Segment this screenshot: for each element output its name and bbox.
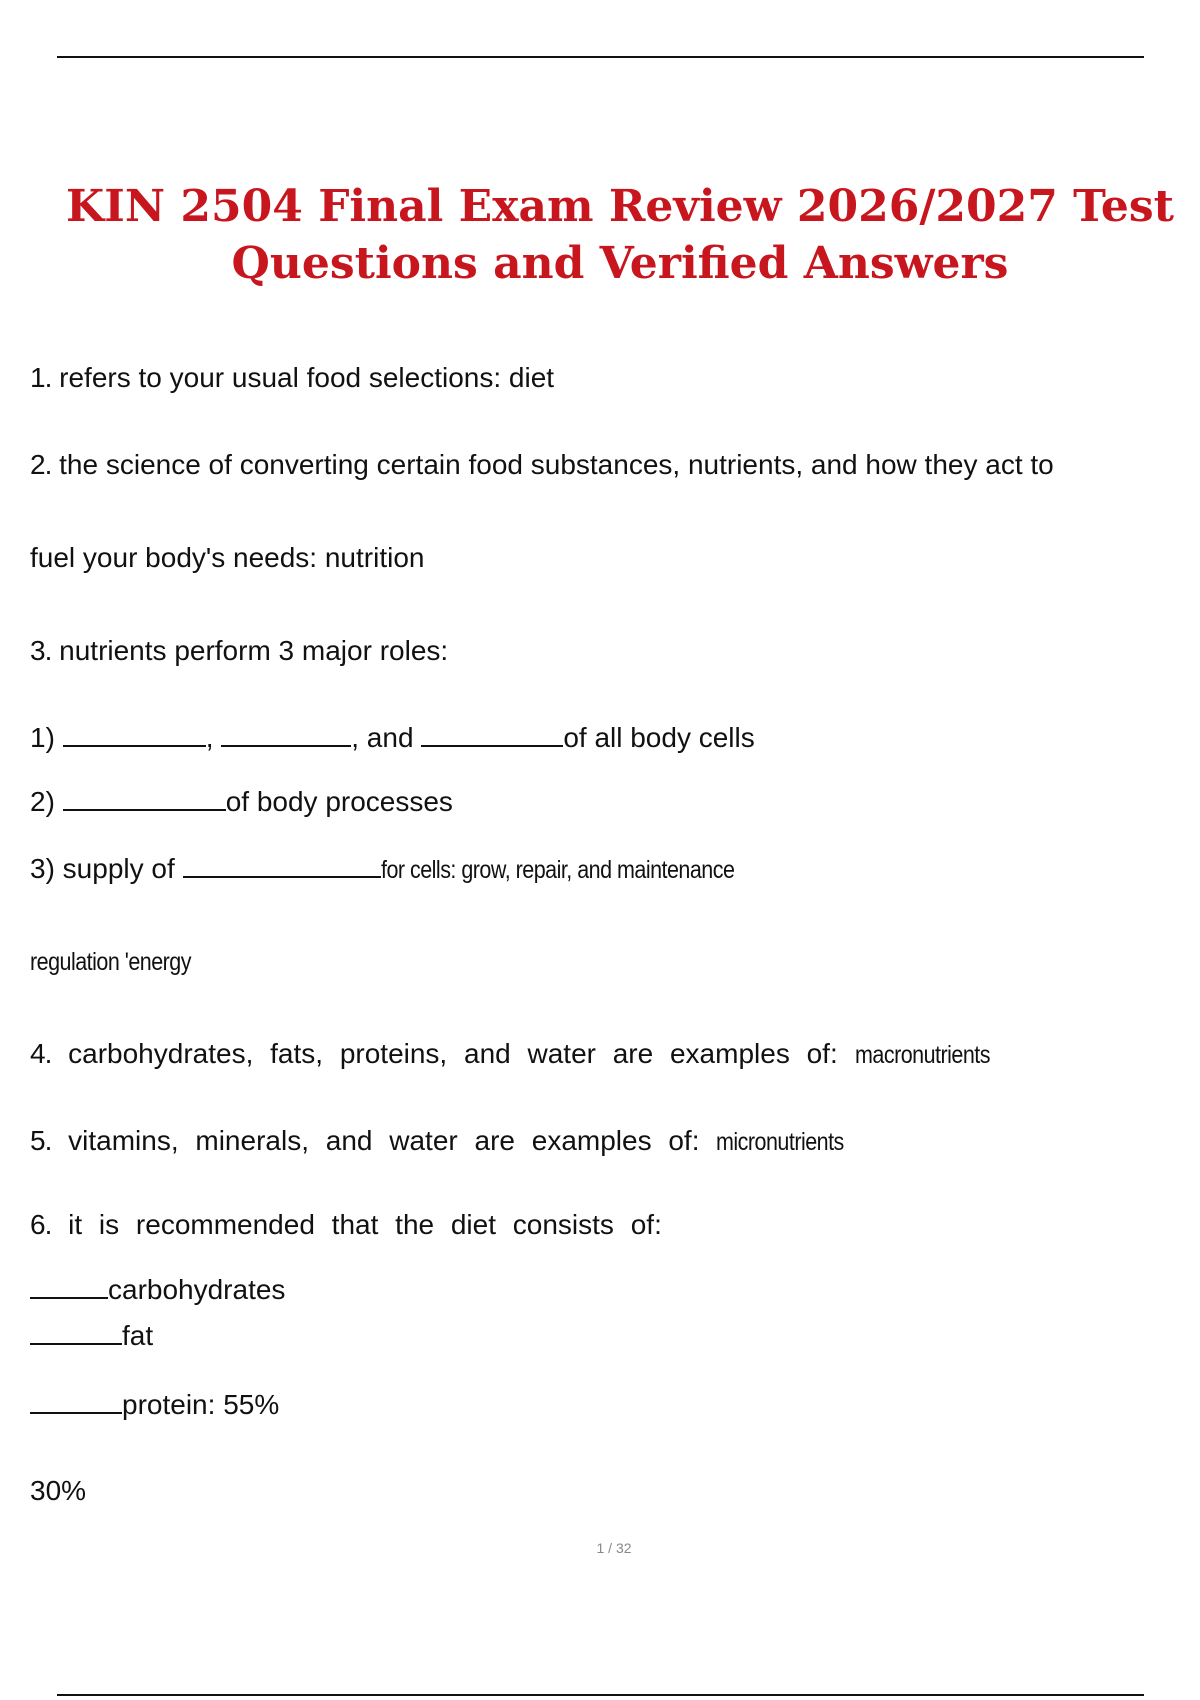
fill-blank [30, 1388, 122, 1414]
question-number: 4. [30, 1038, 52, 1069]
question-3 [30, 634, 448, 668]
item-label: 2) [30, 786, 55, 817]
item-label: 1) [30, 722, 55, 753]
question-1 [30, 361, 554, 395]
fill-blank [63, 785, 226, 811]
question-text: fuel your body's needs: nutrition [30, 542, 425, 573]
bottom-rule [57, 1694, 1144, 1696]
document-title [0, 178, 1200, 292]
separator: , [205, 722, 214, 753]
answer-text: 30% [30, 1475, 87, 1506]
answer-text: regulation 'energy [30, 948, 191, 976]
question-number: 6. [30, 1209, 52, 1240]
fill-blank [221, 721, 351, 747]
answer-text: 55% [223, 1389, 280, 1420]
question-number: 5. [30, 1125, 52, 1156]
line-text: carbohydrates [108, 1274, 286, 1305]
question-2 [30, 448, 1054, 482]
page-number: 1 / 32 [596, 1540, 632, 1556]
title-line-2: Questions and Verified Answers [231, 238, 1009, 289]
question-6-answer [30, 1474, 86, 1508]
fill-blank [183, 852, 381, 878]
question-4 [30, 1037, 1011, 1072]
fill-blank [421, 721, 563, 747]
title-line-1: KIN 2504 Final Exam Review 2026/2027 Test [66, 181, 1174, 232]
question-6-line-1 [30, 1273, 285, 1307]
question-text: the science of converting certain food substances, nutrients, and how they act to [59, 449, 1054, 480]
question-text: vitamins, minerals, and water are examples of: [68, 1125, 700, 1156]
question-3-answer [30, 944, 217, 979]
question-number: 1. [30, 362, 52, 393]
question-number: 3. [30, 635, 52, 666]
item-tail: of body processes [225, 786, 453, 817]
answer-text: micronutrients [716, 1128, 845, 1156]
answer-text: macronutrients [854, 1041, 990, 1069]
top-rule [57, 56, 1144, 58]
item-tail: for cells: grow, repair, and maintenance [380, 856, 734, 884]
fill-blank [30, 1319, 122, 1345]
fill-blank [63, 721, 206, 747]
question-6-line-3 [30, 1388, 279, 1422]
fill-blank [30, 1273, 108, 1299]
question-number: 2. [30, 449, 52, 480]
question-text: refers to your usual food selections: diet [59, 362, 555, 393]
question-3-item-3 [30, 852, 792, 887]
question-text: carbohydrates, fats, proteins, and water are examples of: [68, 1038, 838, 1069]
question-3-item-1 [30, 721, 755, 755]
question-3-item-2 [30, 785, 453, 819]
question-5 [30, 1124, 865, 1159]
question-text: nutrients perform 3 major roles: [59, 635, 449, 666]
line-text: fat [122, 1320, 154, 1351]
separator: , and [351, 722, 414, 753]
line-text: protein: [122, 1389, 216, 1420]
item-label: 3) supply of [30, 853, 175, 884]
question-2-continued [30, 541, 424, 575]
question-6 [30, 1208, 662, 1242]
question-6-line-2 [30, 1319, 153, 1353]
item-tail: of all body cells [563, 722, 755, 753]
question-text: it is recommended that the diet consists of: [68, 1209, 662, 1240]
